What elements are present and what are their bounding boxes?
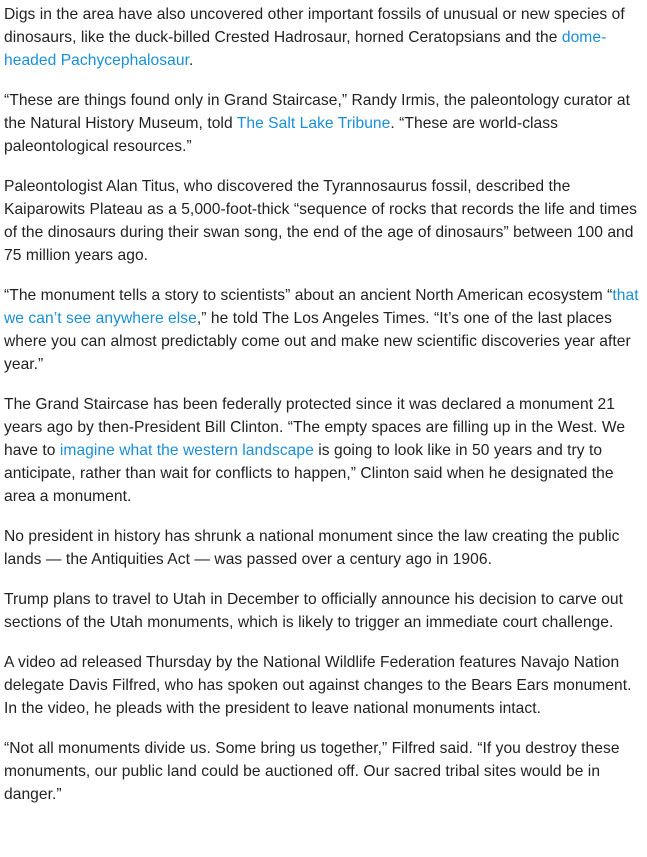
paragraph-trump-utah bbox=[4, 588, 641, 634]
paragraph-clinton bbox=[4, 393, 641, 508]
paragraph-video-ad bbox=[4, 651, 641, 720]
paragraph-filfred-quote bbox=[4, 737, 641, 806]
paragraph-irmis-quote bbox=[4, 89, 641, 158]
paragraph-text: . “These are world-class paleontological resources.” bbox=[4, 115, 558, 155]
paragraph-text: Digs in the area have also uncovered other important fossils of unusual or new species of dinosaurs, like the duck-billed Crested Hadrosaur, horned Ceratopsians and the bbox=[4, 6, 625, 46]
link-imagine-western-landscape[interactable]: imagine what the western landscape bbox=[59, 442, 314, 459]
paragraph-text: No president in history has shrunk a national monument since the law creating the public lands — the Antiquities Act — was passed over a century ago in 1906. bbox=[4, 528, 620, 568]
paragraph-text: “The monument tells a story to scientists” about an ancient North American ecosystem “ bbox=[4, 287, 613, 304]
paragraph-text: Paleontologist Alan Titus, who discovered the Tyrannosaurus fossil, described the Kaiparowits Plateau as a 5,000-foot-thick “sequence of rocks that records the life and times of the dinosaurs during their swan song, the end of the age of dinosaurs” between 100 and 75 million years ago. bbox=[4, 178, 638, 264]
paragraph-monument-story bbox=[4, 284, 641, 376]
paragraph-text: ,” he told The Los Angeles Times. “It’s one of the last places where you can almost predictably come out and make new scientific discoveries year after year.” bbox=[4, 310, 631, 373]
paragraph-fossils bbox=[4, 3, 641, 72]
paragraph-text: “Not all monuments divide us. Some bring us together,” Filfred said. “If you destroy these monuments, our public land could be auctioned off. Our sacred tribal sites would be in danger.” bbox=[4, 740, 620, 803]
paragraph-text: “These are things found only in Grand Staircase,” Randy Irmis, the paleontology curator at the Natural History Museum, told bbox=[4, 92, 630, 132]
paragraph-text: Trump plans to travel to Utah in December to officially announce his decision to carve out sections of the Utah monuments, which is likely to trigger an immediate court challenge. bbox=[4, 591, 624, 631]
paragraph-text: is going to look like in 50 years and try to anticipate, rather than wait for conflicts to happen,” Clinton said when he designated the area a monument. bbox=[4, 442, 614, 505]
paragraph-text: A video ad released Thursday by the National Wildlife Federation features Navajo Nation delegate Davis Filfred, who has spoken out against changes to the Bears Ears monument. In the video, he pleads with the president to leave national monuments intact. bbox=[4, 654, 632, 717]
link-cant-see-anywhere-else[interactable]: that we can’t see anywhere else bbox=[4, 287, 639, 327]
paragraph-text: . bbox=[188, 52, 194, 69]
link-salt-lake-tribune[interactable]: The Salt Lake Tribune bbox=[236, 115, 391, 132]
link-dome-headed-pachycephalosaur[interactable]: dome-headed Pachycephalosaur bbox=[4, 29, 607, 69]
paragraph-text: The Grand Staircase has been federally protected since it was declared a monument 21 years ago by then-President Bill Clinton. “The empty spaces are filling up in the West. We have to bbox=[4, 396, 626, 459]
paragraph-antiquities-act bbox=[4, 525, 641, 571]
paragraph-titus bbox=[4, 175, 641, 267]
